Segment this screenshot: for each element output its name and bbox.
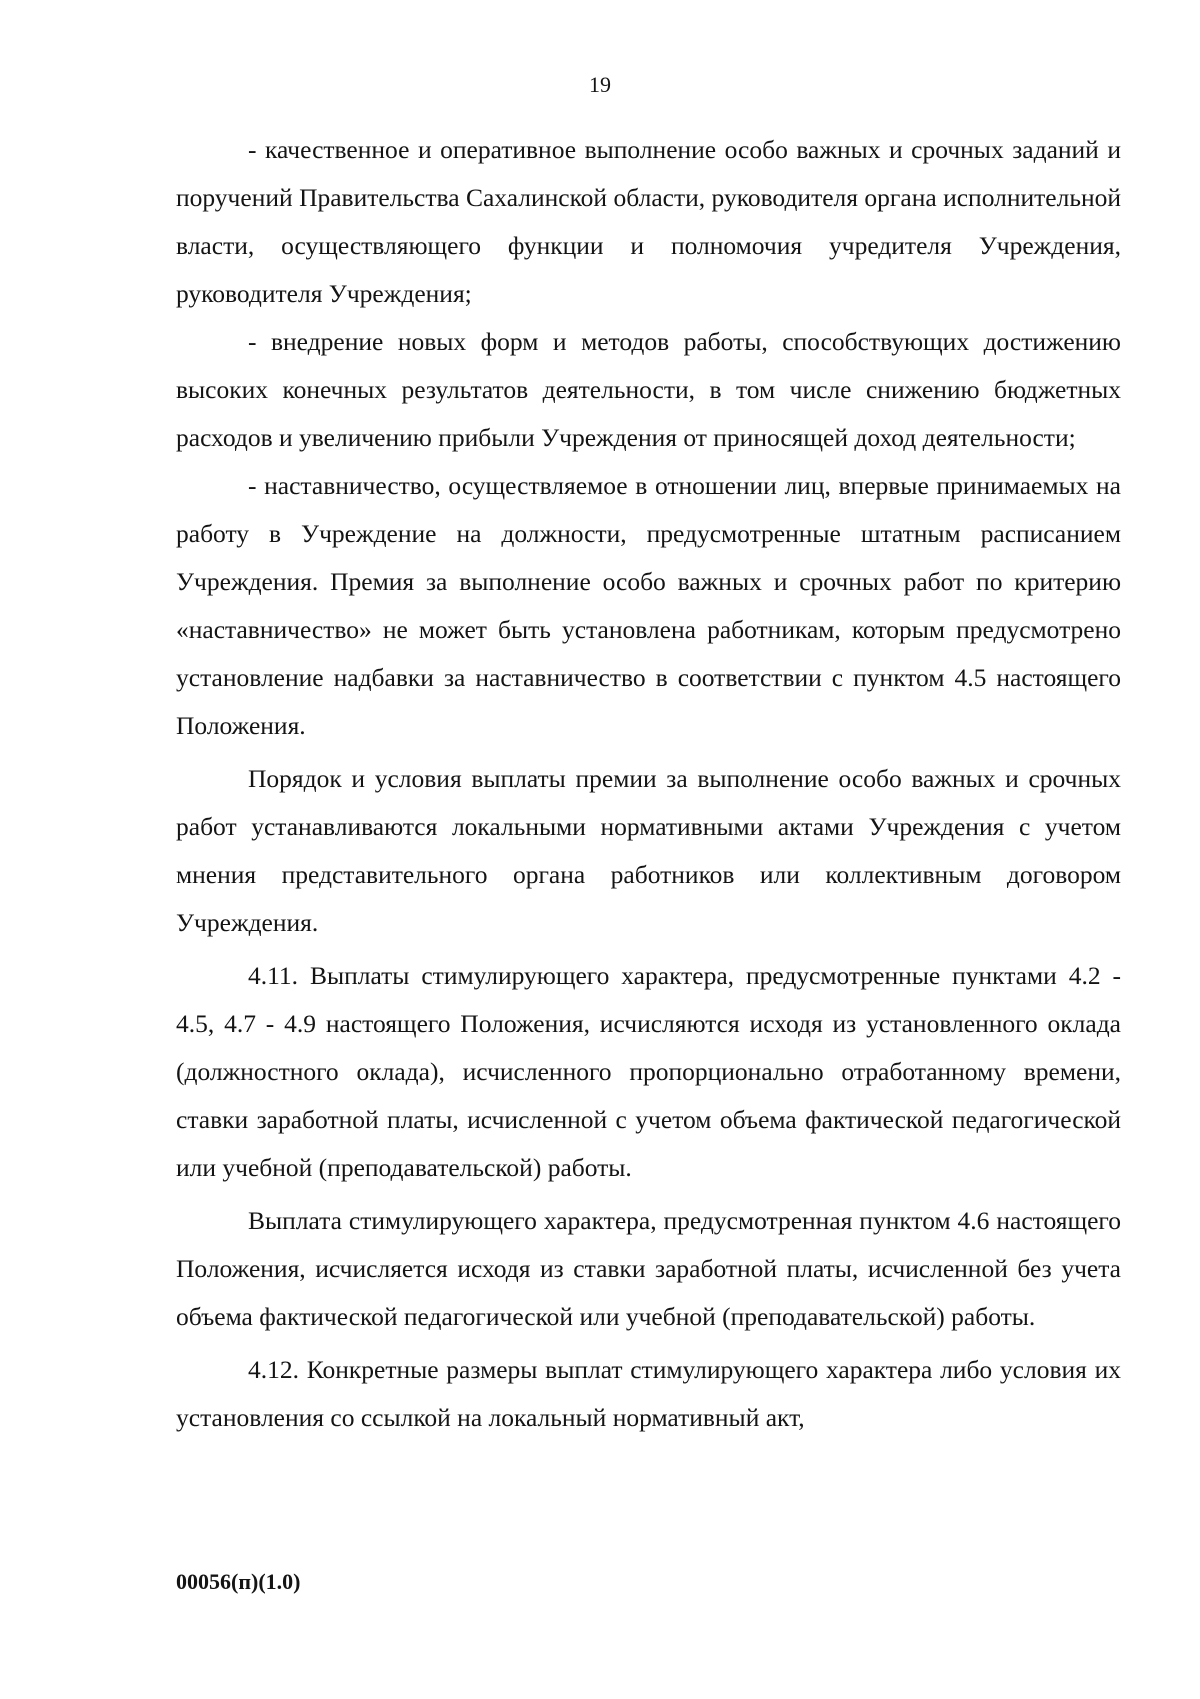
paragraph-bonus-criterion-mentoring: - наставничество, осуществляемое в отношении лиц, впервые принимаемых на работу в Учреждение на должности, предусмотренные штатным расписанием Учреждения. Премия за выполнение особо важных и срочных работ по критерию «наставничество» не может быть установлена работникам, которым предусмотрено установление надбавки за наставничество в соответствии с пунктом 4.5 настоящего Положения. xyxy=(176,471,1121,740)
paragraph-bonus-criterion-urgent-tasks: - качественное и оперативное выполнение особо важных и срочных заданий и поручений Правительства Сахалинской области, руководителя органа исполнительной власти, осуществляющего функции и полномочия учредителя Учреждения, руководителя Учреждения; xyxy=(176,135,1121,308)
paragraph-clause-4-6-payment: Выплата стимулирующего характера, предусмотренная пунктом 4.6 настоящего Положения, исчисляется исходя из ставки заработной платы, исчисленной без учета объема фактической педагогической или учебной (преподавательской) работы. xyxy=(176,1206,1121,1331)
page-number: 19 xyxy=(589,72,611,97)
document-code: 00056(п)(1.0) xyxy=(176,1569,301,1594)
paragraph-bonus-criterion-new-methods: - внедрение новых форм и методов работы, способствующих достижению высоких конечных результатов деятельности, в том числе снижению бюджетных расходов и увеличению прибыли Учреждения от приносящей доход деятельности; xyxy=(176,327,1121,452)
paragraph-clause-4-12: 4.12. Конкретные размеры выплат стимулирующего характера либо условия их установления со ссылкой на локальный нормативный акт, xyxy=(176,1355,1121,1432)
paragraph-clause-4-11: 4.11. Выплаты стимулирующего характера, предусмотренные пунктами 4.2 - 4.5, 4.7 - 4.9 настоящего Положения, исчисляются исходя из установленного оклада (должностного оклада), исчисленного пропорционально отработанному времени, ставки заработной платы, исчисленной с учетом объема фактической педагогической или учебной (преподавательской) работы. xyxy=(176,961,1121,1182)
paragraph-bonus-procedure: Порядок и условия выплаты премии за выполнение особо важных и срочных работ устанавливаются локальными нормативными актами Учреждения с учетом мнения представительного органа работников или коллективным договором Учреждения. xyxy=(176,764,1121,937)
document-body xyxy=(176,126,1121,1442)
